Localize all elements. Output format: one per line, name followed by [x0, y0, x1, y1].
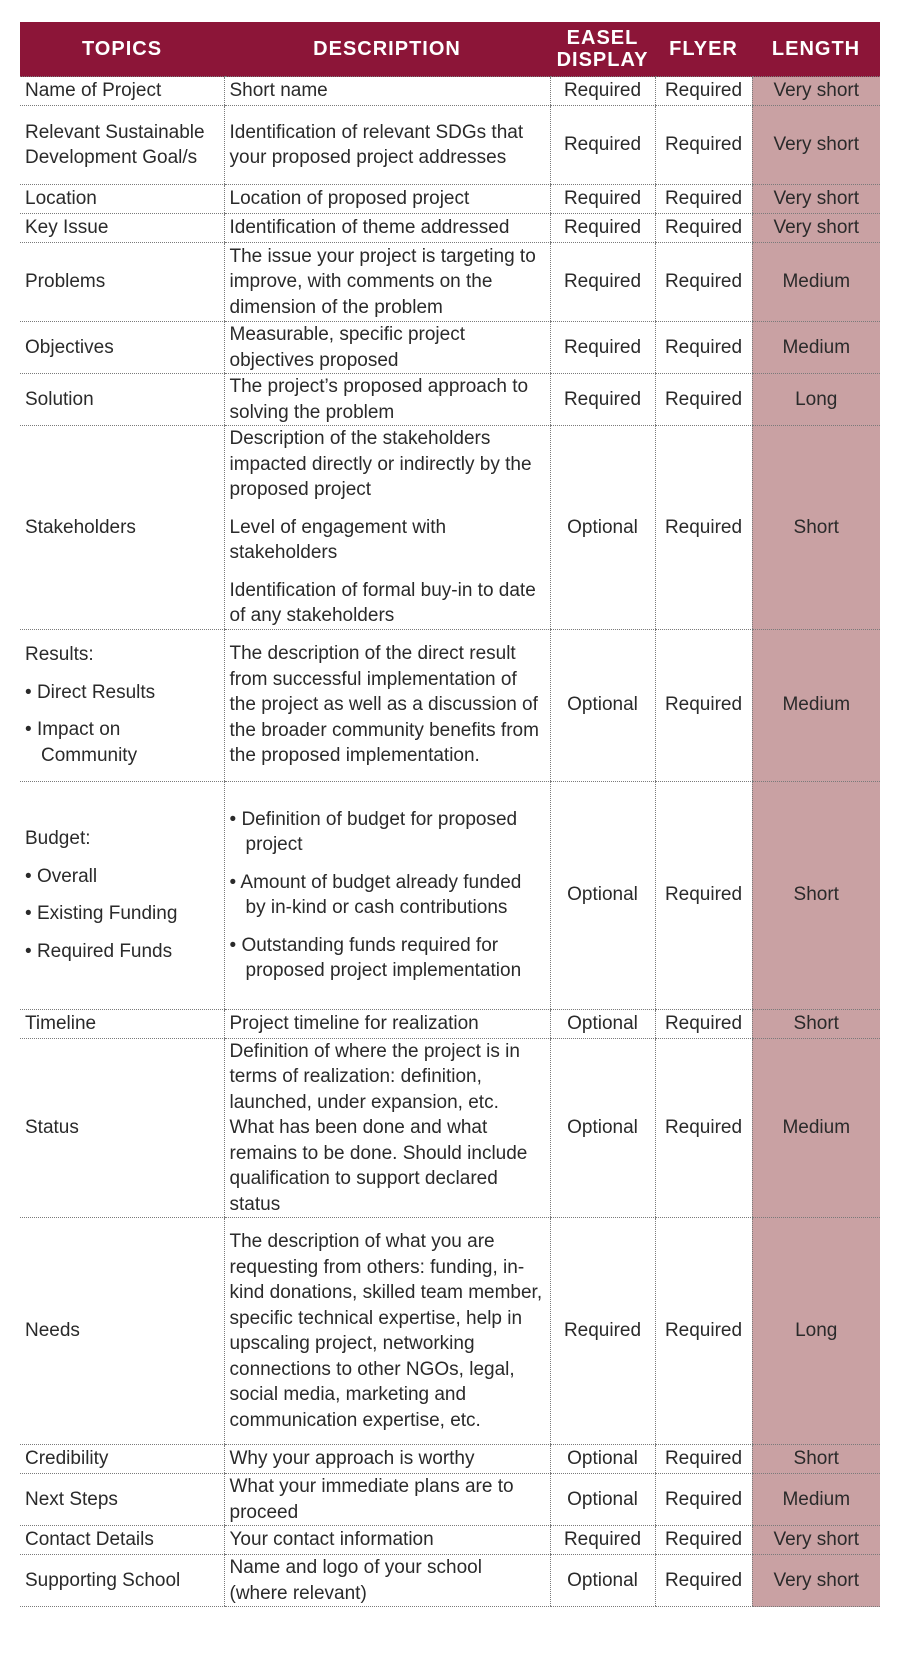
easel-cell: Required — [550, 1526, 655, 1555]
easel-cell: Required — [550, 77, 655, 106]
easel-cell: Required — [550, 106, 655, 185]
topic-cell: Problems — [20, 243, 224, 322]
length-cell: Very short — [752, 185, 880, 214]
table-row — [20, 322, 880, 374]
topic-heading: Budget: — [25, 828, 91, 849]
description-cell: Identification of relevant SDGs that your proposed project addresses — [224, 106, 550, 185]
description-cell: Definition of where the project is in terms of realization: definition, launched, under expansion, etc. What has been done and what remains to be done. Should include qualification to support declared status — [224, 1038, 550, 1218]
flyer-cell: Required — [655, 185, 752, 214]
easel-cell: Required — [550, 374, 655, 426]
length-cell: Medium — [752, 629, 880, 781]
header-easel-display — [550, 22, 655, 77]
table-row — [20, 243, 880, 322]
topic-cell: Key Issue — [20, 214, 224, 243]
easel-cell: Optional — [550, 1555, 655, 1607]
flyer-cell: Required — [655, 1445, 752, 1474]
topic-cell: Stakeholders — [20, 426, 224, 630]
header-row — [20, 22, 880, 77]
easel-cell: Required — [550, 1218, 655, 1445]
flyer-cell: Required — [655, 629, 752, 781]
flyer-cell: Required — [655, 1038, 752, 1218]
topic-cell: Supporting School — [20, 1555, 224, 1607]
description-cell — [224, 781, 550, 1009]
description-cell: The description of what you are requesting from others: funding, in-kind donations, skilled team member, specific technical expertise, help in upscaling project, networking connections to other NGOs, legal, social media, marketing and communication expertise, etc. — [224, 1218, 550, 1445]
easel-cell: Required — [550, 322, 655, 374]
flyer-cell: Required — [655, 1526, 752, 1555]
easel-cell: Optional — [550, 1009, 655, 1038]
description-cell: What your immediate plans are to proceed — [224, 1474, 550, 1526]
topic-bullet: • Impact on Community — [25, 719, 138, 766]
flyer-cell: Required — [655, 781, 752, 1009]
description-cell: The issue your project is targeting to improve, with comments on the dimension of the problem — [224, 243, 550, 322]
description-paragraph: Level of engagement with stakeholders — [229, 516, 447, 563]
length-cell: Very short — [752, 77, 880, 106]
table-row — [20, 629, 880, 781]
easel-cell: Required — [550, 214, 655, 243]
length-cell: Very short — [752, 1526, 880, 1555]
table-body — [20, 77, 880, 1607]
table-row — [20, 1038, 880, 1218]
easel-cell: Optional — [550, 629, 655, 781]
flyer-cell: Required — [655, 374, 752, 426]
easel-cell: Optional — [550, 1038, 655, 1218]
flyer-cell: Required — [655, 77, 752, 106]
topic-heading: Results: — [25, 644, 94, 665]
flyer-cell: Required — [655, 1009, 752, 1038]
table-row — [20, 1474, 880, 1526]
easel-cell: Optional — [550, 1445, 655, 1474]
description-cell: Identification of theme addressed — [224, 214, 550, 243]
description-cell: Short name — [224, 77, 550, 106]
topic-cell: Contact Details — [20, 1526, 224, 1555]
length-cell: Medium — [752, 1038, 880, 1218]
length-cell: Medium — [752, 322, 880, 374]
easel-cell: Optional — [550, 426, 655, 630]
length-cell: Medium — [752, 243, 880, 322]
flyer-cell: Required — [655, 1218, 752, 1445]
table-row — [20, 214, 880, 243]
length-cell: Short — [752, 426, 880, 630]
length-cell: Very short — [752, 106, 880, 185]
header-easel-line1: EASEL — [566, 27, 639, 49]
description-paragraph: Identification of formal buy-in to date of any stakeholders — [229, 579, 536, 626]
easel-cell: Optional — [550, 781, 655, 1009]
description-bullet: • Outstanding funds required for proposed project implementation — [229, 934, 522, 981]
table-row — [20, 1445, 880, 1474]
table-row — [20, 77, 880, 106]
length-cell: Long — [752, 1218, 880, 1445]
description-cell: The project’s proposed approach to solving the problem — [224, 374, 550, 426]
length-cell: Short — [752, 781, 880, 1009]
header-topics: TOPICS — [20, 22, 224, 77]
description-cell: Measurable, specific project objectives proposed — [224, 322, 550, 374]
description-paragraph: Description of the stakeholders impacted directly or indirectly by the proposed project — [229, 428, 532, 500]
length-cell: Long — [752, 374, 880, 426]
easel-cell: Optional — [550, 1474, 655, 1526]
flyer-cell: Required — [655, 1474, 752, 1526]
table-row — [20, 1218, 880, 1445]
topic-bullet: • Required Funds — [25, 940, 173, 962]
topic-cell: Credibility — [20, 1445, 224, 1474]
flyer-cell: Required — [655, 214, 752, 243]
topic-cell: Name of Project — [20, 77, 224, 106]
flyer-cell: Required — [655, 1555, 752, 1607]
flyer-cell: Required — [655, 426, 752, 630]
easel-cell: Required — [550, 243, 655, 322]
description-cell: Project timeline for realization — [224, 1009, 550, 1038]
header-flyer: FLYER — [655, 22, 752, 77]
table-row — [20, 374, 880, 426]
length-cell: Very short — [752, 1555, 880, 1607]
topic-bullet: • Direct Results — [25, 681, 156, 703]
flyer-cell: Required — [655, 243, 752, 322]
header-description: DESCRIPTION — [224, 22, 550, 77]
topic-cell: Relevant Sustainable Development Goal/s — [20, 106, 224, 185]
table-header — [20, 22, 880, 77]
description-bullet: • Definition of budget for proposed project — [229, 808, 518, 855]
table-row — [20, 781, 880, 1009]
topic-cell: Needs — [20, 1218, 224, 1445]
table-row — [20, 1009, 880, 1038]
header-easel-line2: DISPLAY — [556, 49, 649, 71]
topic-bullet: • Overall — [25, 865, 98, 887]
topic-cell — [20, 781, 224, 1009]
topic-cell: Status — [20, 1038, 224, 1218]
table-row — [20, 1555, 880, 1607]
requirements-table — [20, 22, 880, 1607]
description-cell: Why your approach is worthy — [224, 1445, 550, 1474]
topic-cell — [20, 629, 224, 781]
table-row — [20, 426, 880, 630]
length-cell: Short — [752, 1445, 880, 1474]
topic-bullet: • Existing Funding — [25, 903, 178, 924]
length-cell: Very short — [752, 214, 880, 243]
flyer-cell: Required — [655, 106, 752, 185]
topic-cell: Location — [20, 185, 224, 214]
easel-cell: Required — [550, 185, 655, 214]
table-row — [20, 185, 880, 214]
length-cell: Short — [752, 1009, 880, 1038]
length-cell: Medium — [752, 1474, 880, 1526]
table-row — [20, 1526, 880, 1555]
description-bullet: • Amount of budget already funded by in-kind or cash contributions — [229, 871, 522, 918]
description-cell — [224, 426, 550, 630]
flyer-cell: Required — [655, 322, 752, 374]
description-cell: The description of the direct result from successful implementation of the project as well as a discussion of the broader community benefits from the proposed implementation. — [224, 629, 550, 781]
description-cell: Name and logo of your school (where relevant) — [224, 1555, 550, 1607]
topic-cell: Next Steps — [20, 1474, 224, 1526]
header-length: LENGTH — [752, 22, 880, 77]
topic-cell: Objectives — [20, 322, 224, 374]
description-cell: Your contact information — [224, 1526, 550, 1555]
topic-cell: Solution — [20, 374, 224, 426]
table-row — [20, 106, 880, 185]
description-cell: Location of proposed project — [224, 185, 550, 214]
topic-cell: Timeline — [20, 1009, 224, 1038]
requirements-table-wrapper — [20, 22, 880, 1607]
